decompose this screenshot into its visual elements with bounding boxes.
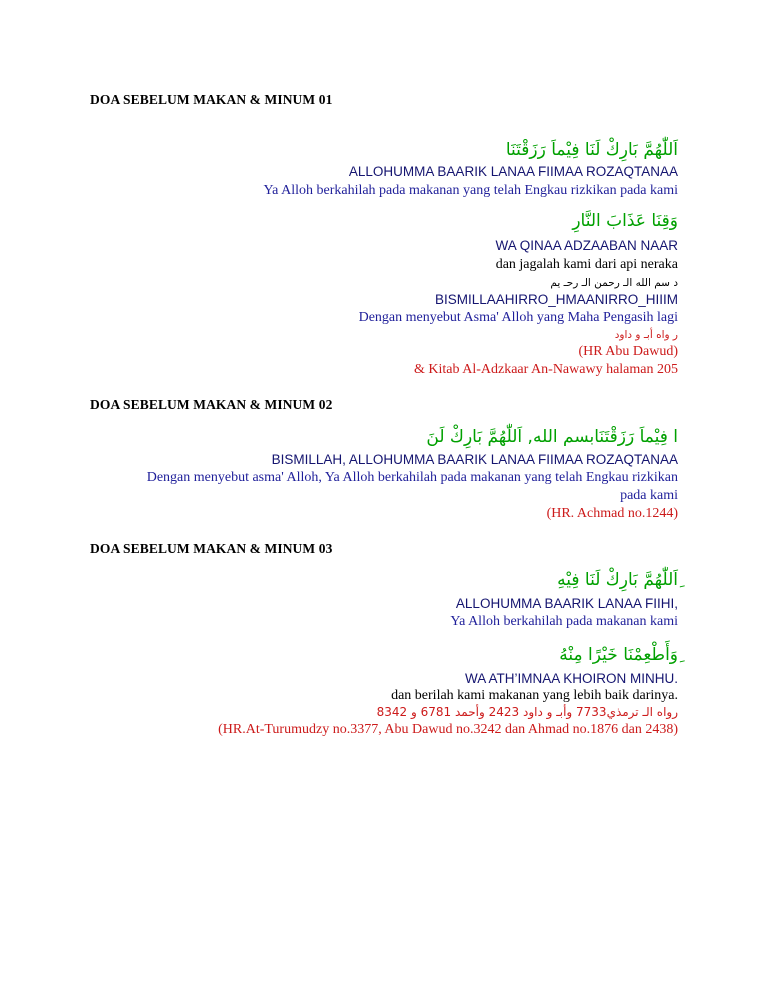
section-1-arabic-4: ر واه أبـ و داود [614,329,678,341]
section-3-source-1: (HR.At-Turumudzy no.3377, Abu Dawud no.3242 dan Ahmad no.1876 dan 2438) [218,722,678,737]
section-3-meaning-2: dan berilah kami makanan yang lebih baik darinya. [391,688,678,703]
section-1-heading: DOA SEBELUM MAKAN & MINUM 01 [90,92,333,107]
section-2-meaning-1a: Dengan menyebut asma' Alloh, Ya Alloh berkahilah pada makanan yang telah Engkau rizkikan [146,470,678,485]
section-3-heading: DOA SEBELUM MAKAN & MINUM 03 [90,541,333,556]
section-1-translit-1: ALLOHUMMA BAARIK LANAA FIIMAA ROZAQTANAA [348,164,678,179]
section-3-translit-1: ALLOHUMMA BAARIK LANAA FIIHI, [455,596,678,611]
section-3-translit-2: WA ATH’IMNAA KHOIRON MINHU. [464,671,678,686]
section-3-arabic-2: ِوَأَطْعِمْنَا خَيْرًا مِنْهُ [559,645,678,665]
section-3-meaning-1: Ya Alloh berkahilah pada makanan kami [450,614,678,629]
section-2-meaning-1b: pada kami [620,488,678,503]
section-1-source-1: (HR Abu Dawud) [578,344,678,359]
section-1-arabic-1: اَللّٰهُمَّ بَارِكْ لَنَا فِيْماَ رَزَقْتَنَا [505,140,678,160]
section-1-translit-2: WA QINAA ADZAABAN NAAR [495,238,678,253]
section-1-translit-3: BISMILLAAHIRRO_HMAANIRRO_HIIIM [434,292,678,307]
section-1-meaning-1: Ya Alloh berkahilah pada makanan yang telah Engkau rizkikan pada kami [263,183,678,198]
section-1-arabic-2: وَقِنَا عَذَابَ النَّارِ [572,211,678,231]
section-3-arabic-3: رواه الـ ترمذي7733 وأبـ و داود 2423 وأحمد 6781 و 8342 [376,705,678,719]
section-3-arabic-1: ِاَللّٰهُمَّ بَارِكْ لَنَا فِيْهِ [557,570,678,590]
section-1-meaning-3: Dengan menyebut Asma' Alloh yang Maha Pengasih lagi [358,310,678,325]
section-1-arabic-3: د سم الله الـ رحمن الـ رحـ يم [550,277,678,289]
section-1-source-2: & Kitab Al-Adzkaar An-Nawawy halaman 205 [414,362,678,377]
section-1-meaning-2: dan jagalah kami dari api neraka [495,257,678,272]
section-2-heading: DOA SEBELUM MAKAN & MINUM 02 [90,397,333,412]
section-2-arabic-1: ا فِيْماَ رَزَقْتَنَابسم الله, اَللّٰهُمَّ بَارِكْ لَنَ [426,427,678,447]
section-2-source-1: (HR. Achmad no.1244) [546,506,678,521]
section-2-translit-1: BISMILLAH, ALLOHUMMA BAARIK LANAA FIIMAA ROZAQTANAA [271,452,678,467]
